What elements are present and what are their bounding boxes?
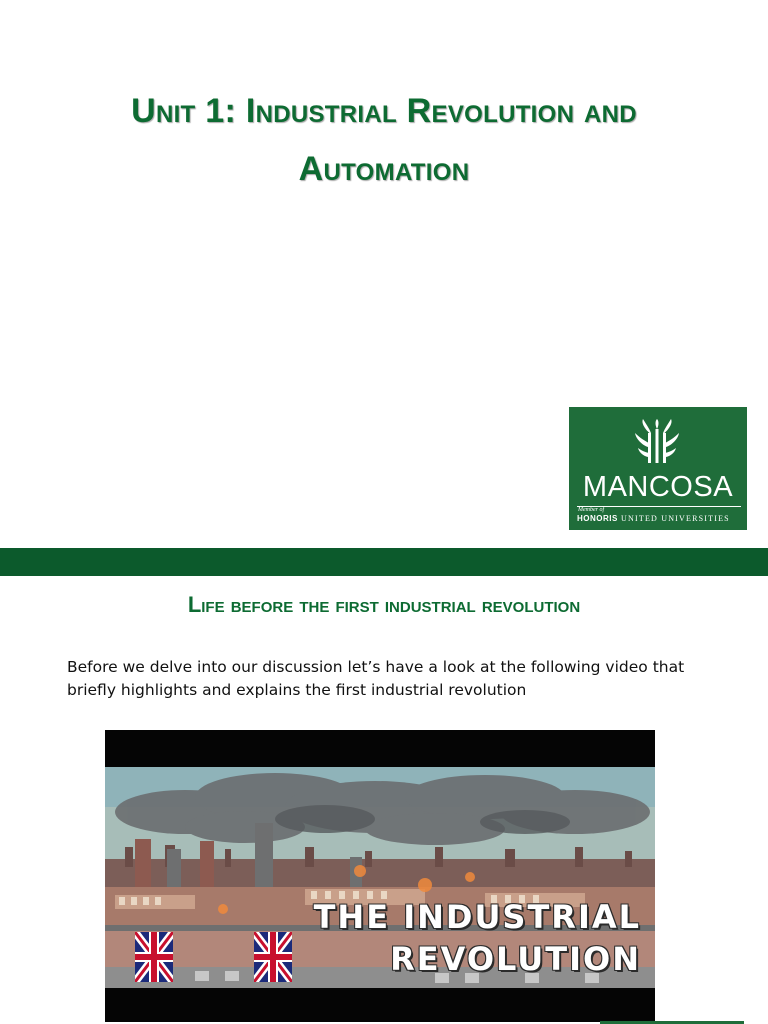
mancosa-logo (569, 407, 747, 530)
leaf-fan-icon (633, 419, 681, 467)
slide-title (20, 82, 748, 198)
logo-wordmark: MANCOSA (582, 471, 734, 503)
video-title-line-1: THE INDUSTRIAL (313, 898, 641, 936)
logo-honoris-line (577, 514, 745, 524)
video-title-line-2: REVOLUTION (390, 940, 641, 978)
video-thumbnail[interactable] (105, 730, 655, 1022)
logo-honoris-name: HONORIS (577, 514, 618, 523)
section-heading: Life before the first industrial revolution (187, 592, 581, 617)
video-title (241, 896, 641, 980)
logo-member-of: Member of (578, 507, 605, 513)
slide-divider-band (0, 548, 768, 576)
body-text: Before we delve into our discussion let’s have a look at the following video that briefly highlights and explains the first industrial revolution (67, 658, 685, 699)
union-jack-icon (135, 932, 173, 982)
slide-title-line-1: Unit 1: Industrial Revolution and (131, 92, 637, 130)
logo-universities: UNITED UNIVERSITIES (621, 514, 730, 523)
slide-title-line-2: Automation (298, 150, 470, 188)
